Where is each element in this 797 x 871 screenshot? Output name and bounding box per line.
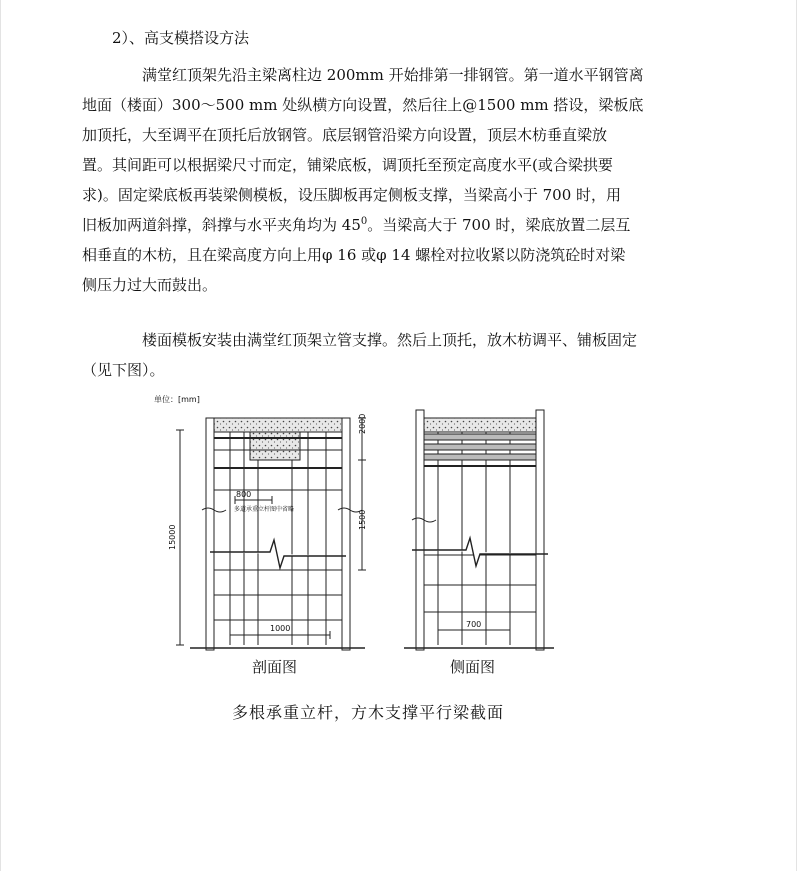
paragraph-method	[82, 60, 692, 300]
paragraph-line: 相垂直的木枋，且在梁高度方向上用φ 16 或φ 14 螺栓对拉收紧以防浇筑砼时对梁	[82, 246, 626, 264]
paragraph-line: 加顶托，大至调平在顶托后放钢管。底层钢管沿梁方向设置，顶层木枋垂直梁放	[82, 126, 608, 144]
paragraph-line: 楼面模板安装由满堂红顶架立管支撑。然后上顶托，放木枋调平、铺板固定	[142, 331, 638, 349]
degree-superscript: 0	[360, 216, 368, 227]
paragraph-floor-formwork	[82, 325, 692, 385]
paragraph-line-tail: 。当梁高大于 700 时，梁底放置二层互	[367, 216, 631, 234]
formwork-figure	[150, 390, 570, 725]
omission-note: 多道承重立杆图中省略	[234, 506, 295, 513]
side-view	[404, 410, 554, 650]
label-section-view: 剖面图	[252, 658, 298, 676]
page-edge-left	[0, 0, 1, 871]
paragraph-line	[82, 210, 692, 240]
dimension-700: 700	[466, 620, 482, 629]
paragraph-line-head: 旧板加两道斜撑，斜撑与水平夹角均为 45	[82, 216, 361, 234]
dimension-1500: 1500	[358, 509, 367, 530]
dimension-15000: 15000	[168, 524, 177, 550]
dimension-1000: 1000	[270, 624, 291, 633]
label-side-view: 侧面图	[450, 658, 496, 676]
paragraph-line: 地面（楼面）300～500 mm 处纵横方向设置，然后往上@1500 mm 搭设，梁板底	[82, 96, 644, 114]
figure-caption: 多根承重立杆，方木支撑平行梁截面	[232, 703, 505, 722]
formwork-drawing	[150, 390, 570, 690]
unit-label: 单位：[mm]	[154, 395, 200, 404]
section-heading: 2）、高支模搭设方法	[112, 29, 250, 47]
paragraph-line: 置。其间距可以根据梁尺寸而定，铺梁底板，调顶托至预定高度水平(或合梁拱要	[82, 156, 613, 174]
dimension-800: 800	[236, 490, 252, 499]
paragraph-line: 满堂红顶架先沿主梁离柱边 200mm 开始排第一排钢管。第一道水平钢管离	[142, 66, 644, 84]
paragraph-line: （见下图）。	[82, 361, 165, 379]
dimension-2000: 2000	[358, 413, 367, 434]
section-view	[176, 418, 366, 650]
paragraph-line: 求)。固定梁底板再装梁侧模板，设压脚板再定侧板支撑，当梁高小于 700 时，用	[82, 186, 622, 204]
paragraph-line: 侧压力过大而鼓出。	[82, 276, 218, 294]
